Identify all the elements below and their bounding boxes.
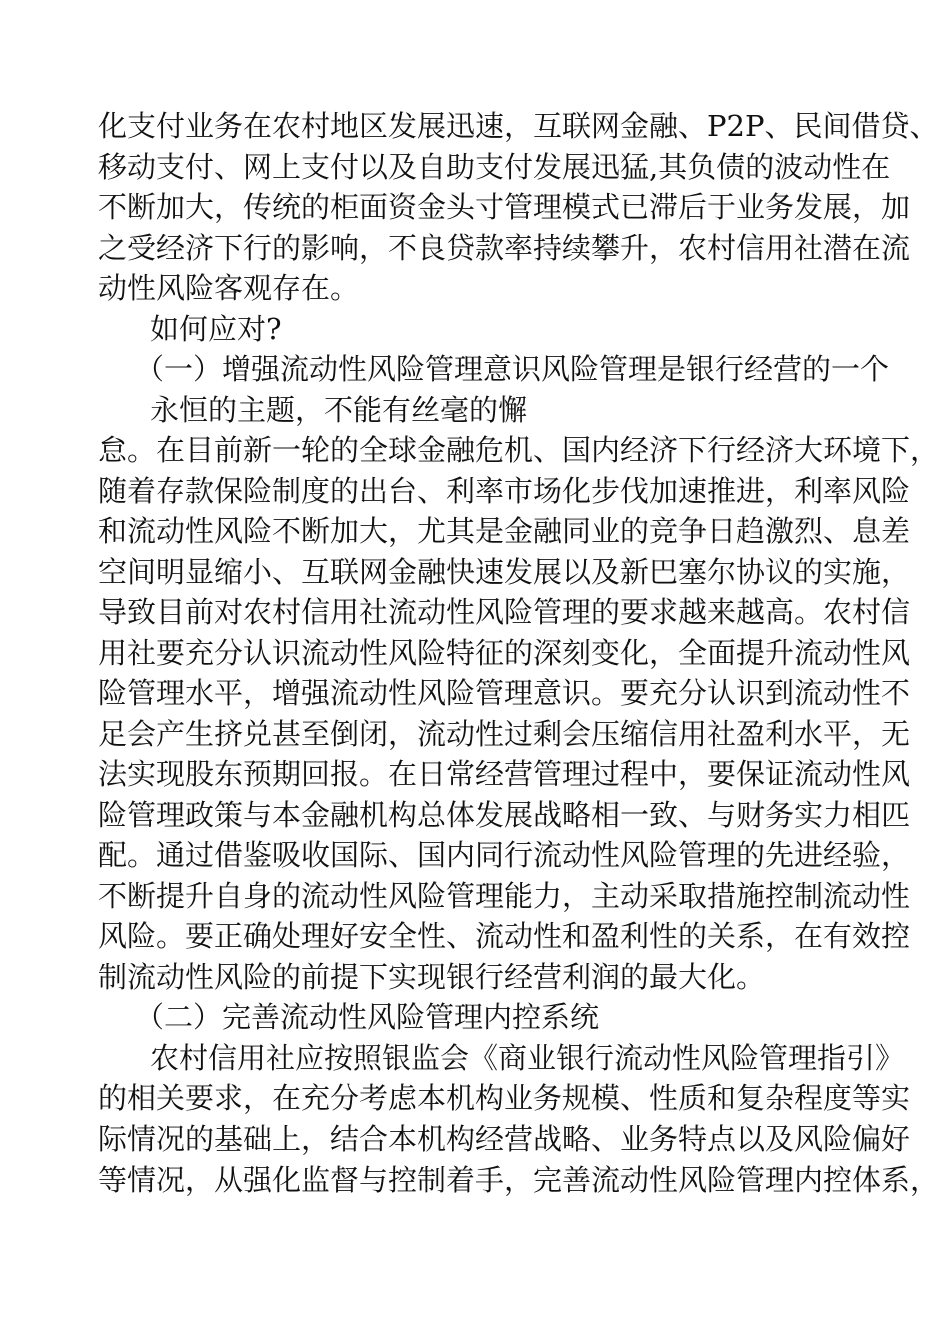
paragraph-line: 不断加大，传统的柜面资金头寸管理模式已滞后于业务发展，加 <box>98 190 911 224</box>
paragraph-line: 用社要充分认识流动性风险特征的深刻变化，全面提升流动性风 <box>98 636 911 670</box>
paragraph-line: 农村信用社应按照银监会《商业银行流动性风险管理指引》 <box>150 1041 905 1075</box>
paragraph-line: 之受经济下行的影响，不良贷款率持续攀升，农村信用社潜在流 <box>98 231 911 265</box>
paragraph-line: 导致目前对农村信用社流动性风险管理的要求越来越高。农村信 <box>98 595 911 629</box>
paragraph-line: 空间明显缩小、互联网金融快速发展以及新巴塞尔协议的实施， <box>98 555 911 589</box>
section-heading-1: （一）增强流动性风险管理意识风险管理是银行经营的一个 <box>135 352 890 386</box>
paragraph-line: 不断提升自身的流动性风险管理能力，主动采取措施控制流动性 <box>98 879 911 913</box>
paragraph-line: 配。通过借鉴吸收国际、国内同行流动性风险管理的先进经验， <box>98 838 911 872</box>
paragraph-line: 的相关要求，在充分考虑本机构业务规模、性质和复杂程度等实 <box>98 1081 911 1115</box>
paragraph-line: 制流动性风险的前提下实现银行经营利润的最大化。 <box>98 960 766 994</box>
paragraph-line: 和流动性风险不断加大，尤其是金融同业的竞争日趋激烈、息差 <box>98 514 911 548</box>
section-question: 如何应对? <box>150 312 282 346</box>
paragraph-line: 际情况的基础上，结合本机构经营战略、业务特点以及风险偏好 <box>98 1122 911 1156</box>
paragraph-line: 动性风险客观存在。 <box>98 271 360 305</box>
paragraph-line: 随着存款保险制度的出台、利率市场化步伐加速推进，利率风险 <box>98 474 911 508</box>
paragraph-line: 足会产生挤兑甚至倒闭，流动性过剩会压缩信用社盈利水平，无 <box>98 717 911 751</box>
section-heading-1-cont: 永恒的主题，不能有丝毫的懈 <box>150 393 528 427</box>
paragraph-line: 怠。在目前新一轮的全球金融危机、国内经济下行经济大环境下， <box>98 433 940 467</box>
section-heading-2: （二）完善流动性风险管理内控系统 <box>135 1000 600 1034</box>
paragraph-line: 化支付业务在农村地区发展迅速，互联网金融、P2P、民间借贷、 <box>98 109 939 143</box>
paragraph-line: 移动支付、网上支付以及自助支付发展迅猛,其负债的波动性在 <box>98 150 891 184</box>
paragraph-line: 等情况，从强化监督与控制着手，完善流动性风险管理内控体系， <box>98 1163 940 1197</box>
paragraph-line: 法实现股东预期回报。在日常经营管理过程中，要保证流动性风 <box>98 757 911 791</box>
paragraph-line: 风险。要正确处理好安全性、流动性和盈利性的关系，在有效控 <box>98 919 911 953</box>
paragraph-line: 险管理水平，增强流动性风险管理意识。要充分认识到流动性不 <box>98 676 911 710</box>
paragraph-line: 险管理政策与本金融机构总体发展战略相一致、与财务实力相匹 <box>98 798 911 832</box>
